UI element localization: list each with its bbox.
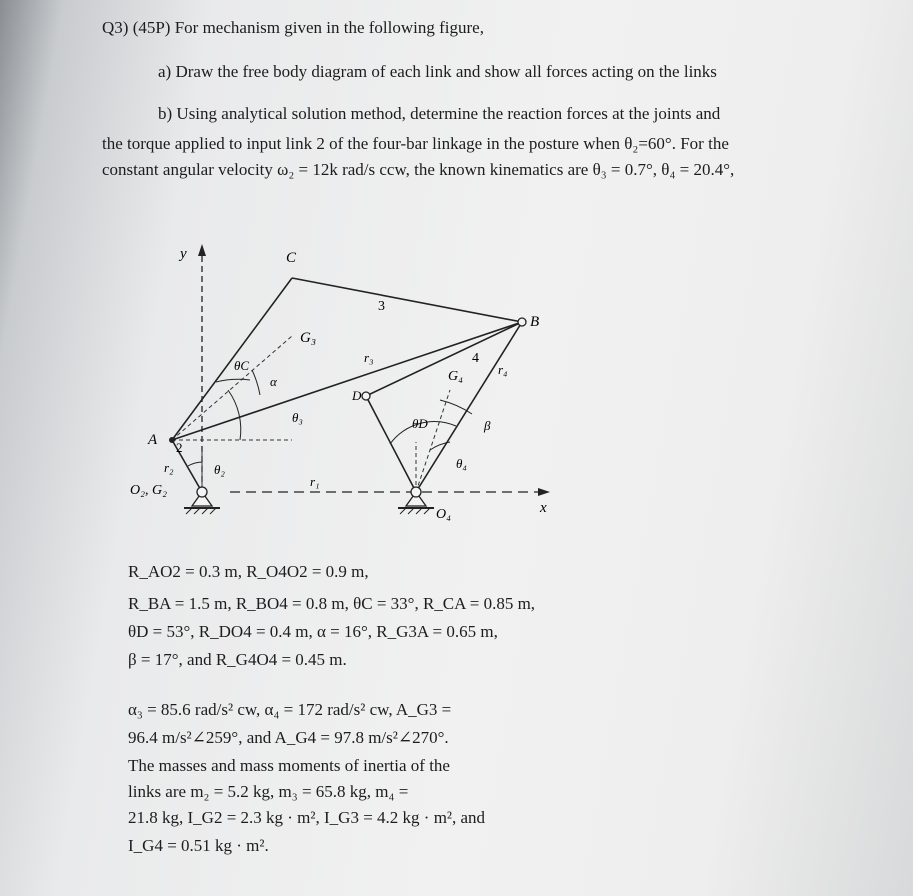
part-b-text-line1: b) Using analytical solution method, determine the reaction forces at the joints and bbox=[158, 104, 721, 123]
label-A: A bbox=[148, 432, 158, 448]
part-b-text-line2: the torque applied to input link 2 of the four-bar linkage in the posture when θ₂=60°. For the bbox=[102, 134, 729, 153]
part-b-text-line3: constant angular velocity ω₂ = 12k rad/s ccw, the known kinematics are θ₃ = 0.7°, θ₄ = 20.4°, bbox=[102, 160, 735, 179]
kinematics-line5: 21.8 kg, I_G2 = 2.3 kg · m², I_G3 = 4.2 kg · m², and bbox=[128, 808, 486, 827]
label-O2G2: O₂, G₂ bbox=[130, 483, 167, 498]
question-header: Q3) (45P) For mechanism given in the following figure, bbox=[102, 18, 484, 37]
given-line3: θD = 53°, R_DO4 = 0.4 m, α = 16°, R_G3A = 0.65 m, bbox=[128, 622, 498, 641]
theta3-arc bbox=[228, 390, 241, 440]
label-O4: O₄ bbox=[436, 507, 451, 522]
given-line2: R_BA = 1.5 m, R_BO4 = 0.8 m, θC = 33°, R_CA = 0.85 m, bbox=[128, 594, 536, 613]
y-axis-arrow bbox=[198, 244, 206, 256]
label-r3: r₃ bbox=[364, 350, 374, 365]
given-line4: β = 17°, and R_G4O4 = 0.45 m. bbox=[128, 650, 347, 669]
kinematics-line3: The masses and mass moments of inertia of the bbox=[128, 756, 450, 775]
label-thetaC: θC bbox=[234, 358, 250, 373]
ground-pivot-O2 bbox=[184, 487, 220, 514]
label-D: D bbox=[352, 388, 362, 403]
line-O4-G4 bbox=[416, 390, 450, 492]
ground-pivot-O4 bbox=[398, 487, 434, 514]
pin-B bbox=[518, 318, 526, 326]
label-G4: G₄ bbox=[448, 369, 463, 384]
mechanism-figure bbox=[120, 230, 580, 530]
pin-A bbox=[169, 437, 175, 443]
part-a-text: a) Draw the free body diagram of each link and show all forces acting on the links bbox=[158, 62, 717, 81]
link4-side-O4D bbox=[366, 396, 416, 492]
alpha-arc bbox=[252, 370, 260, 395]
label-link3: 3 bbox=[378, 299, 385, 314]
kinematics-line6: I_G4 = 0.51 kg · m². bbox=[128, 836, 269, 855]
label-C: C bbox=[286, 250, 297, 266]
theta2-arc bbox=[188, 462, 202, 466]
label-link4: 4 bbox=[472, 351, 479, 366]
x-label: x bbox=[540, 500, 547, 516]
label-r1: r₁ bbox=[310, 474, 320, 489]
thetaC-arc bbox=[216, 379, 250, 382]
label-G3: G₃ bbox=[300, 330, 317, 346]
link3-side-AB bbox=[172, 322, 522, 440]
kinematics-line4: links are m₂ = 5.2 kg, m₃ = 65.8 kg, m₄ = bbox=[128, 782, 409, 801]
label-link2: 2 bbox=[176, 440, 183, 455]
label-thetaD: θD bbox=[412, 416, 428, 431]
beta-arc bbox=[440, 400, 472, 414]
pin-D bbox=[362, 392, 370, 400]
label-theta2: θ₂ bbox=[214, 462, 225, 477]
label-beta: β bbox=[484, 418, 491, 433]
label-r2: r₂ bbox=[164, 460, 174, 475]
label-r4: r₄ bbox=[498, 362, 508, 377]
label-alpha: α bbox=[270, 374, 277, 389]
label-theta4: θ₄ bbox=[456, 456, 467, 471]
given-line1: R_AO2 = 0.3 m, R_O4O2 = 0.9 m, bbox=[128, 562, 369, 581]
label-theta3: θ₃ bbox=[292, 410, 303, 425]
link3-side-CB bbox=[292, 278, 522, 322]
kinematics-line2: 96.4 m/s²∠259°, and A_G4 = 97.8 m/s²∠270°. bbox=[128, 728, 449, 747]
y-label: y bbox=[180, 246, 187, 262]
label-B: B bbox=[530, 314, 540, 330]
kinematics-line1: α₃ = 85.6 rad/s² cw, α₄ = 172 rad/s² cw, A_G3 = bbox=[128, 700, 452, 719]
link3-side-AC bbox=[172, 278, 292, 440]
x-axis-arrow bbox=[538, 488, 550, 496]
